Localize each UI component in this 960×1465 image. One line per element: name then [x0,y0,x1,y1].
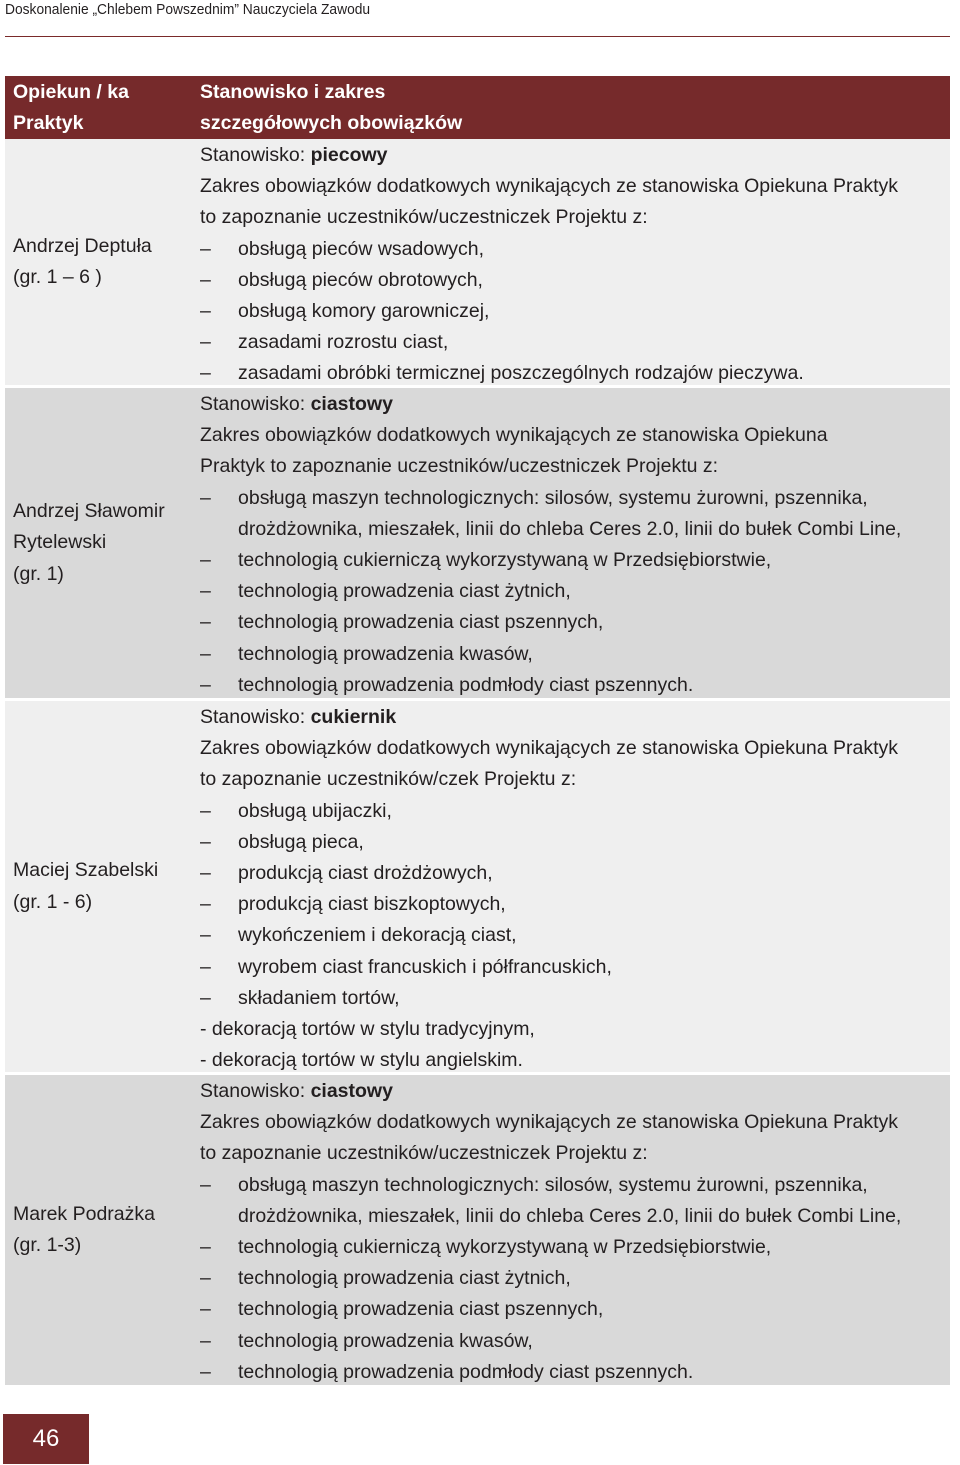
duty-list-item [200,234,950,265]
duty-list-item [200,483,950,545]
duty-text-line: obsługą pieca, [238,830,364,853]
position-line [200,702,950,733]
duty-text [238,483,901,545]
duty-list-item [200,265,950,296]
duty-text-line: drożdżownika, mieszałek, linii do chleba Ceres 2.0, linii do bułek Combi Line, [238,517,902,540]
duties-intro-line: Zakres obowiązków dodatkowych wynikających ze stanowiska Opiekuna Praktyk [200,175,898,198]
duty-list-item [200,858,950,889]
caretaker-cell [5,388,200,698]
duty-text-line: zasadami rozrostu ciast, [238,331,449,354]
duty-list-item [200,1294,950,1325]
running-header: Doskonalenie „Chlebem Powszednim” Nauczyciela Zawodu [5,1,371,18]
duty-list-item [200,952,950,983]
duty-text-line: produkcją ciast biszkoptowych, [238,893,506,916]
bullet-dash: – [200,1360,211,1383]
position-line [200,389,950,420]
duty-text [238,952,612,983]
duties-cell [200,701,950,1072]
duty-text-line: technologią prowadzenia kwasów, [238,1329,533,1352]
duty-text [238,576,571,607]
duty-text-line: drożdżownika, mieszałek, linii do chleba Ceres 2.0, linii do bułek Combi Line, [238,1204,902,1227]
caretaker-name-line: Rytelewski [13,531,107,554]
header-caretaker [5,76,200,139]
table-row [5,139,950,385]
duties-table [5,76,950,1385]
bullet-dash: – [200,580,211,603]
header-duties-line: Stanowisko i zakres [200,81,386,103]
caretaker-name-line: (gr. 1 – 6 ) [13,266,102,288]
header-caretaker-line: Opiekun / ka [13,81,129,103]
duty-list-item [200,796,950,827]
duty-text [238,1263,571,1294]
caretaker-cell [5,1075,200,1385]
bullet-dash: – [200,1298,211,1321]
duty-text-line: technologią prowadzenia ciast pszennych, [238,611,604,634]
duty-text [238,1326,533,1357]
duty-list-item [200,607,950,638]
caretaker-name-line: Andrzej Deptuła [13,234,152,257]
position-line [200,1076,950,1107]
duty-text [238,1357,693,1388]
caretaker-name-line: Marek Podrażka [13,1202,155,1225]
caretaker-name-line: (gr. 1-3) [13,1234,82,1256]
position-name: ciastowy [310,393,393,415]
caretaker-cell [5,139,200,385]
bullet-dash: – [200,893,211,916]
position-line [200,140,950,171]
bullet-dash: – [200,830,211,853]
duty-list-item [200,1326,950,1357]
table-row [5,698,950,1072]
duty-text-line: składaniem tortów, [238,986,400,1009]
duty-text-line: technologią prowadzenia kwasów, [238,642,533,665]
duty-text-line: zasadami obróbki termicznej poszczególnych rodzajów pieczywa. [238,362,804,385]
duty-list-item [200,576,950,607]
duty-list-item [200,358,950,389]
duty-text-line: obsługą maszyn technologicznych: silosów, systemu żurowni, pszennika, [238,486,868,509]
duty-text [238,607,603,638]
bullet-dash: – [200,300,211,323]
position-label: Stanowisko: [200,393,311,415]
bullet-dash: – [200,862,211,885]
bullet-dash: – [200,362,211,385]
duties-intro-line: Praktyk to zapoznanie uczestników/uczestniczek Projektu z: [200,455,719,478]
duties-intro-line: Zakres obowiązków dodatkowych wynikających ze stanowiska Opiekuna Praktyk [200,1111,898,1134]
table-row [5,385,950,698]
header-rule [5,36,950,37]
duty-text-line: technologią prowadzenia ciast pszennych, [238,1298,604,1321]
bullet-dash: – [200,642,211,665]
duty-list-item [200,670,950,701]
duty-text [238,889,506,920]
duty-text-line: obsługą ubijaczki, [238,799,392,822]
caretaker-name-line: (gr. 1) [13,562,64,585]
duty-text-line: produkcją ciast drożdżowych, [238,862,493,885]
duty-text [238,858,493,889]
duty-text [238,670,693,701]
duty-text [238,796,392,827]
position-name: piecowy [310,144,388,166]
bullet-dash: – [200,237,211,260]
duty-text-line: obsługą maszyn technologicznych: silosów, systemu żurowni, pszennika, [238,1173,868,1196]
bullet-dash: – [200,673,211,696]
duty-list-item [200,1263,950,1294]
duty-text [238,358,804,389]
duty-text [238,920,517,951]
duty-text [238,1232,771,1263]
bullet-dash: – [200,1267,211,1290]
bullet-dash: – [200,331,211,354]
duty-list-item [200,327,950,358]
duty-text-line: wyrobem ciast francuskich i półfrancuskich, [238,955,612,978]
position-name: cukiernik [310,706,397,728]
duty-text [238,639,533,670]
duty-list-item [200,1232,950,1263]
duty-list-item [200,296,950,327]
duty-extra-line: - dekoracją tortów w stylu tradycyjnym, [200,1018,535,1041]
bullet-dash: – [200,924,211,947]
position-label: Stanowisko: [200,706,311,728]
table-header [5,76,950,139]
duty-text [238,1294,603,1325]
duty-list-item [200,889,950,920]
bullet-dash: – [200,955,211,978]
bullet-dash: – [200,486,211,509]
duties-cell [200,1075,950,1385]
position-label: Stanowisko: [200,1080,311,1102]
duty-list-item [200,827,950,858]
duties-cell [200,139,950,385]
duty-text-line: obsługą pieców obrotowych, [238,268,483,291]
bullet-dash: – [200,1329,211,1352]
bullet-dash: – [200,986,211,1009]
bullet-dash: – [200,799,211,822]
duty-text [238,234,484,265]
duty-list-item [200,920,950,951]
duty-list-item [200,545,950,576]
duty-text-line: technologią prowadzenia podmłody ciast pszennych. [238,673,694,696]
duty-text-line: technologią prowadzenia ciast żytnich, [238,580,571,603]
header-duties [200,76,950,139]
bullet-dash: – [200,1173,211,1196]
duties-intro-line: to zapoznanie uczestników/uczestniczek Projektu z: [200,206,648,229]
table-row [5,1072,950,1385]
duty-text-line: technologią cukierniczą wykorzystywaną w Przedsiębiorstwie, [238,549,772,572]
duty-text-line: technologią prowadzenia podmłody ciast pszennych. [238,1360,694,1383]
duty-text [238,827,364,858]
duty-list-item [200,1357,950,1388]
header-caretaker-line: Praktyk [13,112,84,134]
caretaker-name-line: Maciej Szabelski [13,859,159,882]
caretaker-name-line: (gr. 1 - 6) [13,890,93,913]
duty-text-line: wykończeniem i dekoracją ciast, [238,924,517,947]
duties-intro-line: Zakres obowiązków dodatkowych wynikających ze stanowiska Opiekuna Praktyk [200,737,898,760]
duty-text-line: technologią cukierniczą wykorzystywaną w Przedsiębiorstwie, [238,1236,772,1259]
page-number: 46 [3,1414,89,1464]
duty-text [238,545,771,576]
bullet-dash: – [200,611,211,634]
duties-cell [200,388,950,698]
duties-intro-line: Zakres obowiązków dodatkowych wynikających ze stanowiska Opiekuna [200,424,828,447]
header-duties-line: szczegółowych obowiązków [200,112,463,134]
duty-text [238,1170,901,1232]
caretaker-cell [5,701,200,1072]
duties-intro-line: to zapoznanie uczestników/uczestniczek Projektu z: [200,1142,648,1165]
duty-text-line: obsługą komory garowniczej, [238,300,490,323]
duty-text [238,327,448,358]
duty-extra-line: - dekoracją tortów w stylu angielskim. [200,1049,523,1072]
bullet-dash: – [200,1236,211,1259]
position-label: Stanowisko: [200,144,311,166]
caretaker-name-line: Andrzej Sławomir [13,500,165,523]
position-name: ciastowy [310,1080,393,1102]
bullet-dash: – [200,549,211,572]
duty-text [238,265,483,296]
duty-text-line: obsługą pieców wsadowych, [238,237,485,260]
duty-list-item [200,1170,950,1232]
duty-list-item [200,639,950,670]
bullet-dash: – [200,268,211,291]
duties-intro-line: to zapoznanie uczestników/czek Projektu z: [200,768,577,791]
duty-text [238,983,400,1014]
duty-text [238,296,489,327]
duty-text-line: technologią prowadzenia ciast żytnich, [238,1267,571,1290]
duty-list-item [200,983,950,1014]
